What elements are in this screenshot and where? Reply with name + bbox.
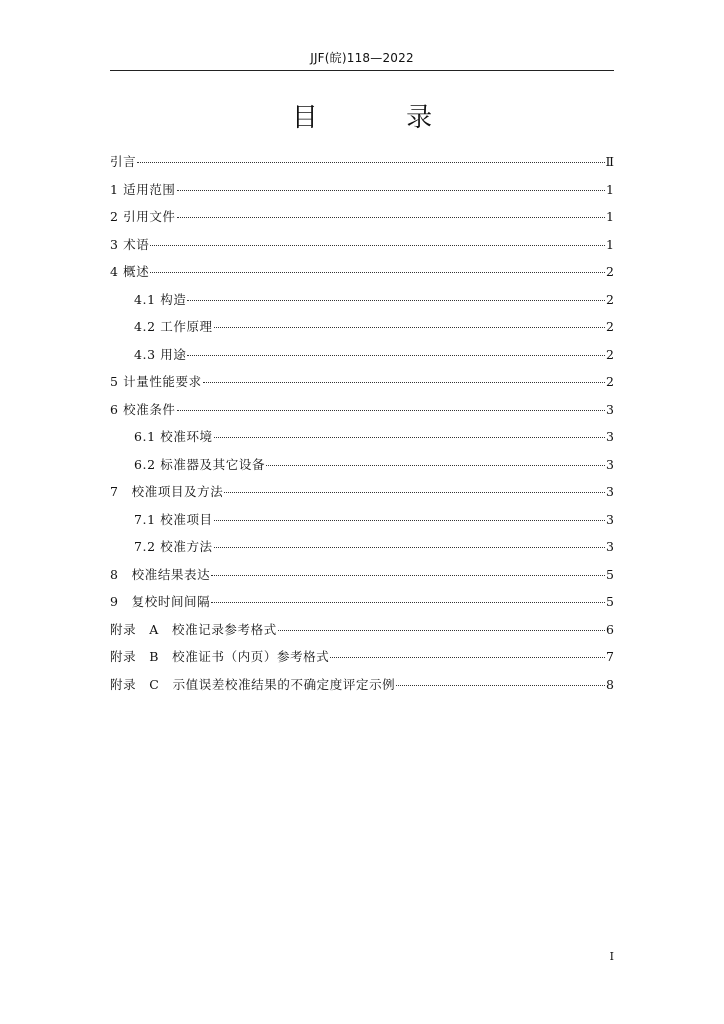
toc-entry[interactable] [110, 400, 614, 428]
toc-dot-leader [187, 355, 605, 356]
toc-entry[interactable] [110, 510, 614, 538]
toc-entry-label: 4.3 用途 [134, 346, 187, 362]
toc-dot-leader [214, 437, 605, 438]
toc-entry[interactable] [110, 317, 614, 345]
toc-entry-label: 3 术语 [110, 236, 150, 252]
toc-dot-leader [224, 492, 605, 493]
toc-entry-label: 4 概述 [110, 264, 150, 279]
toc-entry[interactable] [110, 180, 614, 208]
toc-entry-page: 8 [606, 676, 614, 692]
toc-entry[interactable] [110, 207, 614, 235]
toc-entry-label: 7.1 校准项目 [134, 511, 213, 527]
toc-entry-page: 1 [606, 236, 614, 252]
toc-entry-label: 1 适用范围 [110, 181, 176, 197]
toc-entry-page: 2 [606, 264, 614, 279]
toc-entry[interactable] [110, 372, 614, 400]
toc-entry[interactable] [110, 427, 614, 455]
toc-entry-page: 7 [606, 649, 614, 664]
toc-entry-page: 3 [606, 539, 614, 554]
toc-entry[interactable] [110, 647, 614, 675]
toc-entry[interactable] [110, 675, 614, 703]
toc-entry-page: 6 [606, 621, 614, 637]
toc-entry-page: 2 [606, 291, 614, 307]
toc-entry[interactable] [110, 537, 614, 565]
toc-dot-leader [330, 657, 605, 658]
toc-list [110, 152, 614, 702]
toc-dot-leader [150, 272, 605, 273]
toc-entry-label: 5 计量性能要求 [110, 374, 202, 389]
toc-entry[interactable] [110, 482, 614, 510]
toc-dot-leader [177, 217, 606, 218]
toc-entry[interactable] [110, 455, 614, 483]
toc-entry-label: 6.2 标准器及其它设备 [134, 456, 266, 472]
toc-entry-page: Ⅱ [605, 154, 614, 169]
toc-dot-leader [211, 575, 605, 576]
toc-entry-label: 引言 [110, 154, 137, 169]
toc-entry-page: 2 [606, 346, 614, 362]
toc-entry[interactable] [110, 262, 614, 290]
toc-entry[interactable] [110, 565, 614, 593]
toc-entry[interactable] [110, 345, 614, 373]
toc-entry-label: 8 校准结果表达 [110, 566, 211, 582]
toc-entry-label: 4.2 工作原理 [134, 319, 213, 334]
toc-entry[interactable] [110, 620, 614, 648]
toc-dot-leader [177, 190, 606, 191]
toc-entry-page: 3 [606, 429, 614, 444]
toc-entry-page: 1 [606, 181, 614, 197]
toc-dot-leader [187, 300, 605, 301]
page-number: I [609, 950, 614, 963]
document-header: JJF(皖)118—2022 [310, 51, 414, 65]
toc-entry-label: 9 复校时间间隔 [110, 594, 211, 609]
toc-entry-page: 3 [606, 511, 614, 527]
toc-entry[interactable] [110, 235, 614, 263]
toc-dot-leader [214, 327, 605, 328]
toc-dot-leader [150, 245, 605, 246]
toc-dot-leader [278, 630, 605, 631]
toc-entry-label: 6.1 校准环境 [134, 429, 213, 444]
toc-dot-leader [177, 410, 606, 411]
toc-entry-label: 附录 C 示值误差校准结果的不确定度评定示例 [110, 676, 396, 692]
toc-entry-page: 2 [606, 319, 614, 334]
toc-entry-label: 7.2 校准方法 [134, 539, 213, 554]
toc-entry-page: 2 [606, 374, 614, 389]
toc-entry-label: 2 引用文件 [110, 209, 176, 224]
toc-dot-leader [137, 162, 604, 163]
toc-entry-label: 6 校准条件 [110, 401, 176, 417]
toc-dot-leader [266, 465, 605, 466]
toc-entry-page: 3 [606, 401, 614, 417]
toc-entry-label: 7 校准项目及方法 [110, 484, 224, 499]
toc-entry[interactable] [110, 290, 614, 318]
toc-entry-label: 附录 B 校准证书（内页）参考格式 [110, 649, 330, 664]
header-divider [110, 70, 614, 71]
toc-dot-leader [203, 382, 605, 383]
toc-entry-label: 附录 A 校准记录参考格式 [110, 621, 277, 637]
toc-dot-leader [214, 520, 605, 521]
toc-title: 目 录 [291, 103, 473, 133]
toc-entry-page: 5 [606, 594, 614, 609]
toc-entry-page: 3 [606, 484, 614, 499]
toc-dot-leader [396, 685, 605, 686]
toc-entry-page: 1 [606, 209, 614, 224]
toc-entry[interactable] [110, 592, 614, 620]
toc-dot-leader [214, 547, 605, 548]
toc-entry-page: 5 [606, 566, 614, 582]
toc-dot-leader [211, 602, 605, 603]
toc-entry-label: 4.1 构造 [134, 291, 187, 307]
toc-entry-page: 3 [606, 456, 614, 472]
toc-entry[interactable] [110, 152, 614, 180]
